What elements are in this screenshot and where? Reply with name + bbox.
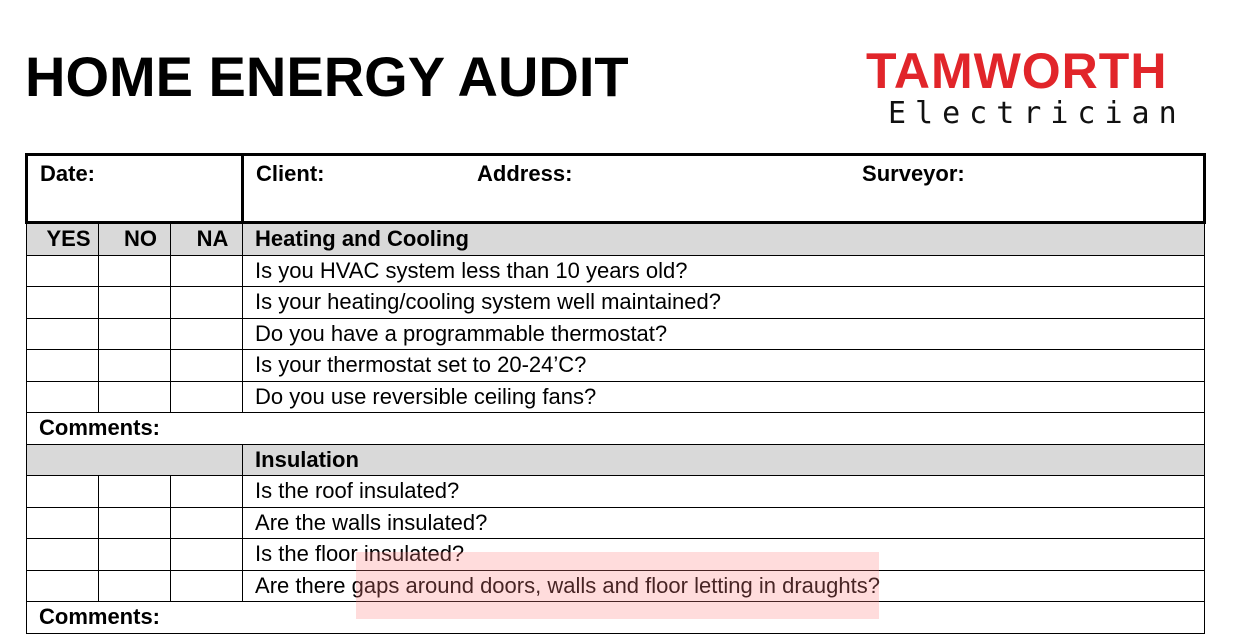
question-row [27, 507, 1205, 539]
question-text: Is your thermostat set to 20-24’C? [243, 350, 1205, 382]
na-checkbox[interactable] [171, 350, 243, 382]
tamworth-electrician-logo [866, 38, 1186, 131]
na-checkbox[interactable] [171, 507, 243, 539]
yes-checkbox[interactable] [27, 507, 99, 539]
question-text: Are the walls insulated? [243, 507, 1205, 539]
date-label: Date: [40, 161, 96, 186]
header-row [27, 155, 1205, 223]
logo-subtitle: Electrician [888, 96, 1186, 131]
question-text: Do you use reversible ceiling fans? [243, 381, 1205, 413]
yes-checkbox[interactable] [27, 570, 99, 602]
question-row [27, 539, 1205, 571]
no-checkbox[interactable] [99, 318, 171, 350]
no-checkbox[interactable] [99, 570, 171, 602]
question-row [27, 255, 1205, 287]
na-column-header: NA [171, 223, 243, 256]
no-column-header: NO [99, 223, 171, 256]
yes-checkbox[interactable] [27, 318, 99, 350]
na-checkbox[interactable] [171, 570, 243, 602]
comments-label: Comments: [27, 602, 1205, 634]
no-checkbox[interactable] [99, 476, 171, 508]
yes-checkbox[interactable] [27, 350, 99, 382]
comments-row[interactable] [27, 602, 1205, 634]
section-title: Heating and Cooling [243, 223, 1205, 256]
question-text: Is the floor insulated? [243, 539, 1205, 571]
no-checkbox[interactable] [99, 350, 171, 382]
section-spacer [27, 444, 243, 476]
no-checkbox[interactable] [99, 507, 171, 539]
yes-column-header: YES [27, 223, 99, 256]
na-checkbox[interactable] [171, 318, 243, 350]
na-checkbox[interactable] [171, 381, 243, 413]
na-checkbox[interactable] [171, 476, 243, 508]
no-checkbox[interactable] [99, 381, 171, 413]
question-row [27, 318, 1205, 350]
question-text: Do you have a programmable thermostat? [243, 318, 1205, 350]
question-text: Is the roof insulated? [243, 476, 1205, 508]
question-text: Is you HVAC system less than 10 years old? [243, 255, 1205, 287]
question-row [27, 570, 1205, 602]
na-checkbox[interactable] [171, 287, 243, 319]
na-checkbox[interactable] [171, 539, 243, 571]
section-header-row [27, 444, 1205, 476]
no-checkbox[interactable] [99, 255, 171, 287]
no-checkbox[interactable] [99, 539, 171, 571]
yes-checkbox[interactable] [27, 539, 99, 571]
comments-label: Comments: [27, 413, 1205, 445]
date-cell[interactable] [27, 155, 243, 223]
section-title: Insulation [243, 444, 1205, 476]
question-row [27, 350, 1205, 382]
question-row [27, 476, 1205, 508]
question-row [27, 287, 1205, 319]
yes-checkbox[interactable] [27, 381, 99, 413]
yes-checkbox[interactable] [27, 476, 99, 508]
question-text: Is your heating/cooling system well maintained? [243, 287, 1205, 319]
question-text: Are there gaps around doors, walls and floor letting in draughts? [243, 570, 1205, 602]
question-row [27, 381, 1205, 413]
surveyor-label: Surveyor: [862, 161, 965, 186]
yes-checkbox[interactable] [27, 287, 99, 319]
logo-brand: TAMWORTH [866, 43, 1168, 99]
client-label: Client: [256, 161, 325, 186]
address-label: Address: [477, 161, 573, 186]
yes-checkbox[interactable] [27, 255, 99, 287]
na-checkbox[interactable] [171, 255, 243, 287]
comments-row[interactable] [27, 413, 1205, 445]
page-title: HOME ENERGY AUDIT [25, 45, 629, 108]
no-checkbox[interactable] [99, 287, 171, 319]
section-header-row [27, 223, 1205, 256]
client-info-cell[interactable] [243, 155, 1205, 223]
audit-table [25, 153, 1206, 634]
